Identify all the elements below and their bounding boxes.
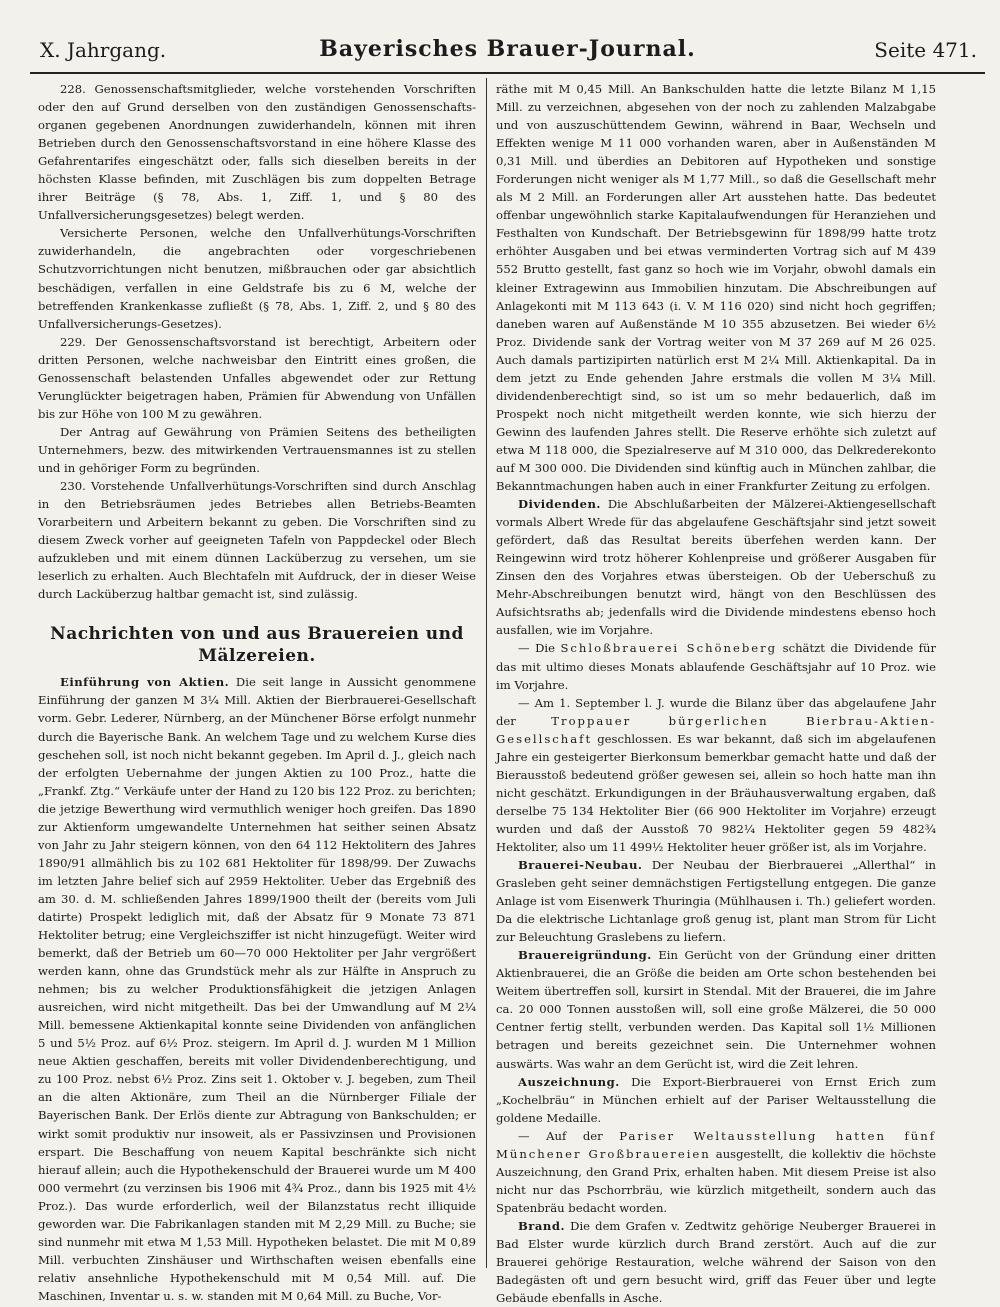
text-auszeichnung: Die Export-Bierbrauerei von Ernst Erich zum „Kochelbräu“ in München erhielt auf der Pariser Weltausstellung die goldene Medaille. — [496, 1074, 936, 1125]
paragraph-228: 228. Genossenschaftsmitglieder, welche vorstehenden Vorschriften oder den auf Grund derselben von den zuständigen Genossenschafts-organen gegebenen Anordnungen zuwiderhandeln, können mit ihren Betrieben durch den Genossenschaftsvorstand in eine höhere Klasse des Gefahrentarifes eingeschätzt oder, falls sich dieselben bereits in der höchsten Klasse befinden, mit Zuschlägen bis zum doppelten Betrage ihrer Beiträge (§ 78, Abs. 1, Ziff. 1, und § 80 des Unfallversicherungsgesetzes) belegt werden. — [38, 82, 476, 223]
page-header — [30, 32, 985, 74]
paragraph-neubau — [496, 856, 936, 946]
lead-gruendung: Brauereigründung. — [518, 948, 652, 963]
paragraph-penalty: Versicherte Personen, welche den Unfallverhütungs-Vorschriften zuwiderhandeln, die angebrachten oder vorgeschriebenen Schutzvorrichtungen nicht benutzen, mißbrauchen oder gar absichtlich beschädigen, verfallen in eine Geldstrafe bis zu 6 M, welche der betreffenden Krankenkasse zufließt (§ 78, Abs. 1, Ziff. 2, und § 80 des Unfallversicherungs-Gesetzes). — [38, 226, 476, 331]
paragraph-dividenden — [496, 495, 936, 639]
paragraph-229: 229. Der Genossenschaftsvorstand ist berechtigt, Arbeitern oder dritten Personen, welche nachweisbar den Eintritt eines großen, die Genossenschaft belastenden Unfalles abgewendet oder zur Rettung Verunglückter beigetragen haben, Prämien für Abwendung von Unfällen bis zur Höhe von 100 M zu gewähren. — [38, 334, 476, 421]
paragraph-auszeichnung — [496, 1073, 936, 1127]
text-neubau: Der Neubau der Bierbrauerei „Allerthal“ in Grasleben geht seiner demnächstigen Fertigstellung entgegen. Die ganze Anlage ist vom Eisenwerk Thuringia (Mühlhausen i. Th.) geliefert worden. Da die elektrische Lichtanlage groß genug ist, plant man Strom für Licht zur Beleuchtung Graslebens zu liefern. — [496, 858, 936, 945]
paragraph-schoeneberg — [496, 639, 936, 693]
lead-dividenden: Dividenden. — [518, 497, 601, 512]
page-number: Seite 471. — [874, 38, 977, 62]
text-troppau: geschlossen. Es war bekannt, daß sich im abgelaufenen Jahre ein gesteigerter Bierkonsum bemerkbar gemacht hatte und daß der Bierausstoß bedeutend größer gewesen sei, allein so hoch hatte man ihn nicht geschätzt. Erkundigungen in der Bräuhausverwaltung ergaben, daß derselbe 75 134 Hektoliter Bier (66 900 Hektoliter im Vorjahre) erzeugt wurden und daß der Ausstoß 70 982¼ Hektoliter gegen 59 482¾ Hektoliter, also um 11 499½ Hektoliter heuer größer ist, als im Vorjahre. — [496, 731, 936, 854]
paragraph-aktien — [38, 673, 476, 1305]
paragraph-brand — [496, 1217, 936, 1307]
text-gruendung: Ein Gerücht von der Gründung einer dritten Aktienbrauerei, die an Größe die beiden am Orte schon bestehenden bei Weitem übertreffen soll, kursirt in Stendal. Mit der Brauerei, die im Jahre ca. 20 000 Tonnen ausstoßen will, soll eine große Mälzerei, die 50 000 Centner fertig stellt, verbunden werden. Das Kapital soll 1½ Millionen betragen und bereits gezeichnet sein. Die Unternehmer wohnen auswärts. Was wahr an dem Gerücht ist, wird die Zeit lehren. — [496, 948, 936, 1071]
paragraph-application: Der Antrag auf Gewährung von Prämien Seitens des betheiligten Unternehmers, bezw. des mitwirkenden Vertrauensmannes ist zu stellen und in gehöriger Form zu begründen. — [38, 424, 476, 475]
text-einfuehrung: Die seit lange in Aussicht genommene Einführung der ganzen M 3¼ Mill. Aktien der Bierbrauerei-Gesellschaft vorm. Gebr. Lederer, Nürnberg, an der Münchener Börse erfolgt nunmehr durch die Bayerische Bank. An welchem Tage und zu welchem Kurse dies geschehen soll, ist noch nicht bekannt gegeben. Im April d. J., gleich nach der erfolgten Uebernahme der jungen Aktien zu 100 Proz., hatte die „Frankf. Ztg.“ Verkäufe unter der Hand zu 120 bis 122 Proz. zu berichten; die jetzige Bewerthung wird vermuthlich weniger hoch greifen. Das 1890 zur Aktienform umgewandelte Unternehmen hat seither seinen Absatz von Jahr zu Jahr steigern können, von den 64 112 Hektolitern des Jahres 1890/91 allmählich bis zu 102 681 Hektoliter für 1898/99. Der Zuwachs im letzten Jahre belief sich auf 2959 Hektoliter. Ueber das Ergebniß des am 30. d. M. schließenden Jahres 1899/1900 theilt der (bereits vom Juli datirte) Prospekt lediglich mit, daß der Absatz für 9 Monate 73 871 Hektoliter betrug; eine Vergleichsziffer ist nicht hinzugefügt. Weiter wird bemerkt, daß der Betrieb um 60—70 000 Hektoliter per Jahr vergrößert werden kann, ohne das Grundstück mehr als zur Hälfte in Anspruch zu nehmen; bis zu welcher Produktionsfähigkeit die jetzigen Anlagen ausreichen, wird nicht mitgetheilt. Das bei der Umwandlung auf M 2¼ Mill. bemessene Aktienkapital konnte seine Dividenden von anfänglichen 5 und 5½ Proz. auf 6½ Proz. steigern. Im April d. J. wurden M 1 Million neue Aktien geschaffen, bereits mit voller Dividendenberechtigung, und zu 100 Proz. nebst 6½ Proz. Zins seit 1. Oktober v. J. begeben, zum Theil an die alten Aktionäre, zum Theil an die Nürnberger Filiale der Bayerischen Bank. Der Erlös diente zur Abtragung von Bankschulden; er wirkt somit produktiv nur insoweit, als er Passivzinsen und Provisionen erspart. Die Beschaffung von neuem Kapital beschränkte sich nicht hierauf allein; auch die Hypothekenschuld der Brauerei wurde um M 400 000 vermehrt (zu verzinsen bis 1906 mit 4¾ Proz., dann bis 1925 mit 4½ Proz.). Das wurde erforderlich, weil der Bilanzstatus recht illiquide geworden war. Die Fabrikanlagen standen mit M 2,29 Mill. zu Buche; sie sind nunmehr mit etwa M 1,53 Mill. Hypotheken belastet. Die mit M 0,89 Mill. verbuchten Zinshäuser und Wirthschaften weisen ebenfalls eine relativ ansehnliche Hypothekenschuld mit M 0,54 Mill. auf. Die Maschinen, Inventar u. s. w. standen mit M 0,64 Mill. zu Buche, Vor- — [38, 675, 476, 1303]
lead-auszeichnung: Auszeichnung. — [518, 1074, 620, 1089]
text-weltausstellung: ausgestellt, die kollektiv die höchste Auszeichnung, den Grand Prix, erhalten haben. Mit diesem Preise ist also nicht nur das Pschorrbräu, wie kürzlich mitgetheilt, sondern auch das Spatenbräu bedacht worden. — [496, 1146, 936, 1215]
section-heading: Nachrichten von und aus Brauereien und Mälzereien. — [50, 624, 464, 667]
volume-label: X. Jahrgang. — [40, 38, 167, 62]
text-schoeneberg: schätzt die Dividende für das mit ultimo dieses Monats ablaufende Geschäftsjahr auf 10 Proz. wie im Vorjahre. — [496, 641, 936, 692]
right-column — [496, 80, 936, 1307]
text-brand: Die dem Grafen v. Zedtwitz gehörige Neuberger Brauerei in Bad Elster wurde kürzlich durch Brand zerstört. Auch auf die zur Brauerei gehörige Restauration, welche während der Saison von den Badegästen oft und gern besucht wird, griff das Feuer über und legte Gebäude ebenfalls in Asche. — [496, 1218, 936, 1306]
paragraph-continued: räthe mit M 0,45 Mill. An Bankschulden hatte die letzte Bilanz M 1,15 Mill. zu verzeichnen, abgesehen von der noch zu zahlenden Malzabgabe und von auszuschüttendem Gewinn, während in Baar, Wechseln und Effekten wenige M 11 000 vorhanden waren, aber in Außenständen M 0,31 Mill. und überdies an Debitoren auf Hypotheken und sonstige Forderungen nicht weniger als M 1,77 Mill., so daß die Gesellschaft mehr als M 2 Mill. an Forderungen aller Art ausstehen hatte. Das bedeutet offenbar ungewöhnlich starke Kapitalaufwendungen für Heranziehen und Festhalten von Kundschaft. Der Betriebsgewinn für 1898/99 hatte trotz erhöhter Ausgaben und bei etwas verminderten Vortrag sich auf M 439 552 Brutto gestellt, fast ganz so hoch wie im Vorjahr, obwohl damals ein kleiner Extragewinn aus Immobilien hinzutam. Die Abschreibungen auf Anlagekonti mit M 113 643 (i. V. M 116 020) sind nicht hoch gegriffen; daneben waren auf Außenstände M 10 355 abzusetzen. Bei wieder 6½ Proz. Dividende sank der Vortrag weiter von M 37 269 auf M 26 025. Auch damals partizipirten natürlich erst M 2¼ Mill. Aktienkapital. Da in dem jetzt zu Ende gehenden Jahre erstmals die vollen M 3¼ Mill. dividendenberechtigt sind, so ist um so mehr bedauerlich, daß im Prospekt noch nicht mitgetheilt werden konnte, wie sich hierzu der Gewinn des laufenden Jahres stellt. Die Reserve erhöhte sich zuletzt auf etwa M 118 000, die Spezialreserve auf M 310 000, das Delkrederekonto auf M 300 000. Die Dividenden sind künftig auch in München zahlbar, die Bekanntmachungen haben auch in einer Frankfurter Zeitung zu erfolgen. — [496, 82, 936, 494]
text-troppau-name: Troppauer bürgerlichen Bierbrau-Aktien-Gesellschaft — [496, 713, 936, 746]
lead-neubau: Brauerei-Neubau. — [518, 858, 643, 873]
lead-brand: Brand. — [518, 1218, 565, 1233]
journal-title: Bayerisches Brauer-Journal. — [319, 36, 696, 62]
text-schoeneberg-name: Schloßbrauerei Schöneberg — [560, 641, 778, 656]
text-weltausstellung-pre: — Auf der — [518, 1128, 620, 1143]
left-column — [38, 80, 476, 1305]
text-weltausstellung-name: Pariser Weltausstellung hatten fünf Münchener Großbrauereien — [496, 1128, 936, 1161]
text-troppau-pre: — Am 1. September l. J. wurde die Bilanz über das abgelaufene Jahr der — [496, 695, 936, 728]
text-dividenden: Die Abschlußarbeiten der Mälzerei-Aktiengesellschaft vormals Albert Wrede für das abgelaufene Geschäftsjahr sind jetzt soweit gefördert, daß das Resultat bereits überfehen werden kann. Der Reingewinn wird trotz höherer Kohlenpreise und größerer Ausgaben für Zinsen den des Vorjahres etwas übersteigen. Ob der Ueberschuß zu Mehr-Abschreibungen benutzt wird, hängt von den Beschlüssen des Aufsichtsraths ab; jedenfalls wird die Dividende mindestens ebenso hoch ausfallen, wie im Vorjahre. — [496, 497, 936, 638]
paragraph-weltausstellung — [496, 1127, 936, 1217]
paragraph-troppau — [496, 694, 936, 856]
lead-einfuehrung: Einführung von Aktien. — [60, 675, 230, 690]
text-schoeneberg-pre: — Die — [518, 641, 561, 656]
paragraph-gruendung — [496, 946, 936, 1072]
column-divider — [486, 78, 487, 1268]
paragraph-230: 230. Vorstehende Unfallverhütungs-Vorschriften sind durch Anschlag in den Betriebsräumen jedes Betriebes allen Betriebs-Beamten Vorarbeitern und Arbeitern bekannt zu geben. Die Vorschriften sind zu diesem Zweck vorher auf geeigneten Tafeln von Pappdeckel oder Blech aufzukleben und mit einem dünnen Lacküberzug zu versehen, um sie leserlich zu erhalten. Auch Blechtafeln mit Aufdruck, der in dieser Weise durch Lacküberzug haltbar gemacht ist, sind zulässig. — [38, 479, 476, 602]
